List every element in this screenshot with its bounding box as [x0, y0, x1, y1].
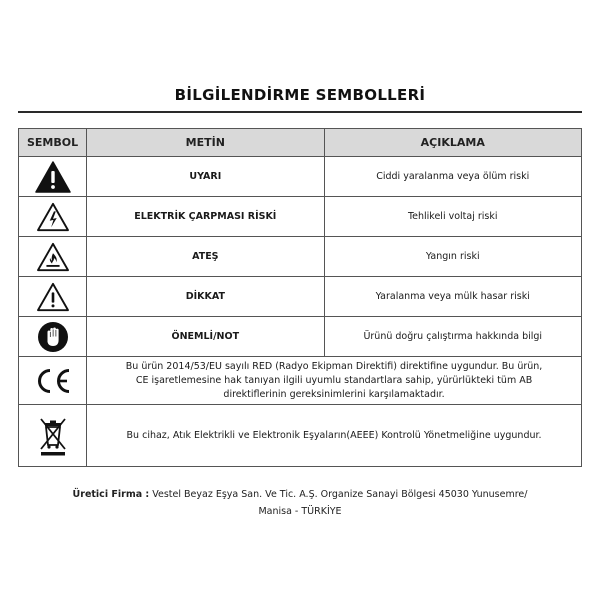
- ce-line: Bu ürün 2014/53/EU sayılı RED (Radyo Ekipman Direktifi) direktifine uygundur. Bu ürün,: [125, 360, 543, 372]
- ce-line: CE işaretlemesine hak tanıyan ilgili uyumlu standartlara sahip, yürürlükteki tüm AB: [135, 374, 533, 386]
- warning-filled-icon: [19, 157, 87, 197]
- manufacturer-city: Manisa - TÜRKİYE: [258, 506, 342, 517]
- table-header-row: [19, 129, 582, 157]
- caution-icon: [19, 277, 87, 317]
- hand-stop-icon: [19, 317, 87, 357]
- weee-description: Bu cihaz, Atık Elektrikli ve Elektronik Eşyaların(AEEE) Kontrolü Yönetmeliğine uygundur.: [87, 405, 582, 467]
- manufacturer-label: Üretici Firma :: [72, 489, 150, 500]
- table-row: [19, 157, 582, 197]
- electric-shock-icon: [19, 197, 87, 237]
- table-row: [19, 317, 582, 357]
- page-title: BİLGİLENDİRME SEMBOLLERİ: [174, 86, 426, 104]
- table-row-ce: [19, 357, 582, 405]
- crossed-bin-icon: [19, 405, 87, 467]
- table-row: [19, 197, 582, 237]
- header-symbol: SEMBOL: [19, 129, 87, 157]
- header-description: AÇIKLAMA: [324, 129, 581, 157]
- ce-mark-icon: [19, 357, 87, 405]
- table-row: [19, 277, 582, 317]
- row-text: ATEŞ: [87, 237, 324, 277]
- ce-description: [87, 357, 582, 405]
- row-text: ELEKTRİK ÇARPMASI RİSKİ: [87, 197, 324, 237]
- header-text: METİN: [87, 129, 324, 157]
- row-description: Yangın riski: [324, 237, 581, 277]
- row-description: Ürünü doğru çalıştırma hakkında bilgi: [324, 317, 581, 357]
- ce-line: direktiflerinin gereksinimlerini karşılamaktadır.: [223, 388, 445, 400]
- row-text: UYARI: [87, 157, 324, 197]
- row-description: Ciddi yaralanma veya ölüm riski: [324, 157, 581, 197]
- symbols-table: [18, 128, 582, 467]
- manufacturer-info: [30, 486, 570, 520]
- table-row-weee: [19, 405, 582, 467]
- table-row: [19, 237, 582, 277]
- fire-hazard-icon: [19, 237, 87, 277]
- row-description: Tehlikeli voltaj riski: [324, 197, 581, 237]
- row-text: ÖNEMLİ/NOT: [87, 317, 324, 357]
- manufacturer-address: Vestel Beyaz Eşya San. Ve Tic. A.Ş. Organize Sanayi Bölgesi 45030 Yunusemre/: [149, 489, 528, 500]
- row-text: DİKKAT: [87, 277, 324, 317]
- title-divider: [18, 111, 582, 113]
- row-description: Yaralanma veya mülk hasar riski: [324, 277, 581, 317]
